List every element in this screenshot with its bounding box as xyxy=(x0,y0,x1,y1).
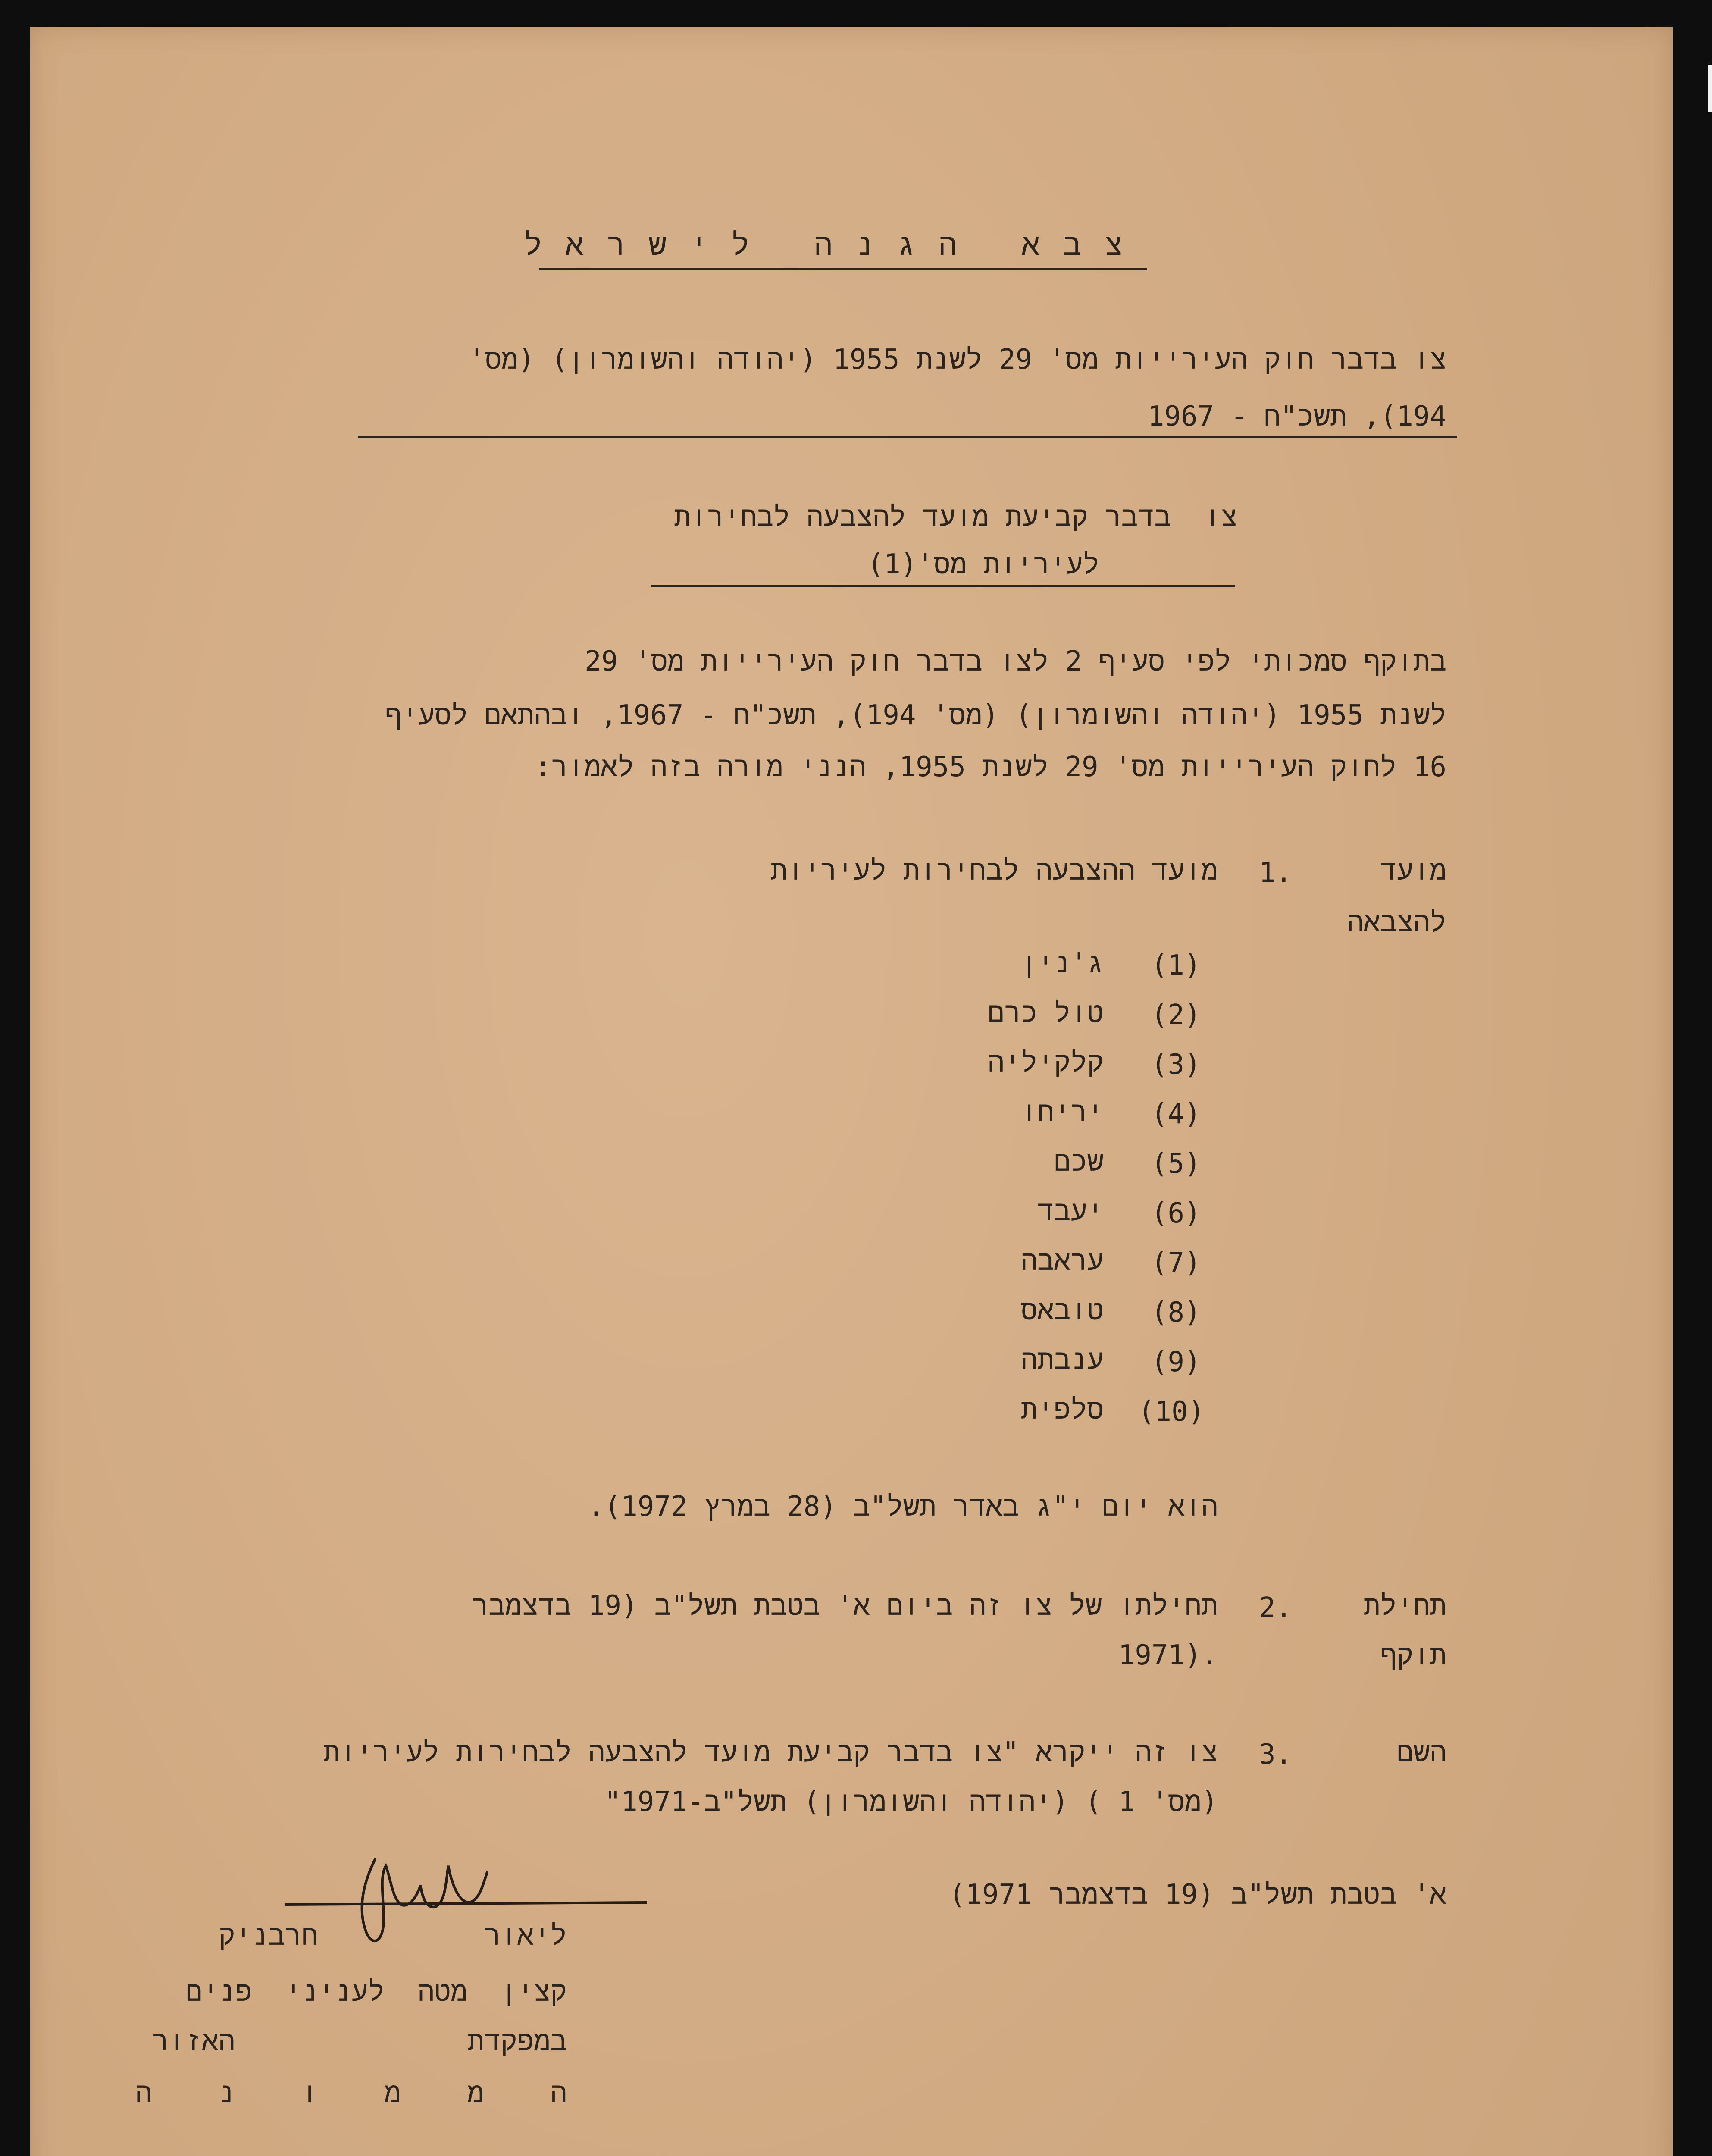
city-number: (6) xyxy=(1151,1197,1201,1229)
city-number: (2) xyxy=(1151,999,1201,1031)
preamble-line2: לשנת 1955 (יהודה והשומרון) (מס' 194), תשכ"ח - 1967, ובהתאם לסעיף xyxy=(385,699,1446,731)
section3-margin-title: השם xyxy=(1396,1736,1446,1768)
city-number: (8) xyxy=(1151,1297,1201,1329)
preamble-line1: בתוקף סמכותי לפי סעיף 2 לצו בדבר חוק העירייות מס' 29 xyxy=(585,646,1446,677)
city-name: ענבתה xyxy=(1020,1344,1104,1376)
city-name: שכם xyxy=(1054,1146,1104,1178)
section2-line2: 1971). xyxy=(1118,1639,1218,1671)
ordinance-title-line1: צו בדבר חוק העירייות מס' 29 לשנת 1955 (יהודה והשומרון) (מס' xyxy=(468,344,1446,376)
document-header: צ ב א ה ג נ ה ל י ש ר א ל xyxy=(524,227,1125,262)
city-number: (10) xyxy=(1138,1396,1205,1428)
section1-number: 1. xyxy=(1259,857,1293,889)
subject-line1: צו בדבר קביעת מועד להצבעה לבחירות xyxy=(674,501,1237,533)
section1-date: הוא יום י"ג באדר תשל"ב (28 במרץ 1972). xyxy=(588,1491,1218,1523)
section3-line1: צו זה ייקרא "צו בדבר קביעת מועד להצבעה לבחירות לעיריות xyxy=(323,1736,1218,1768)
city-number: (3) xyxy=(1151,1049,1201,1081)
city-name: טובאס xyxy=(1020,1294,1104,1326)
city-name: טול כרם xyxy=(988,997,1104,1029)
section2-line1: תחילתו של צו זה ביום א' בטבת תשל"ב (19 בדצמבר xyxy=(472,1590,1218,1622)
city-name: סלפית xyxy=(1020,1394,1104,1426)
signatory-title-2: במפקדת האזור xyxy=(152,2025,567,2057)
document-date: א' בטבת תשל"ב (19 בדצמבר 1971) xyxy=(948,1879,1446,1911)
section2-margin-title: תחילת xyxy=(1363,1590,1446,1622)
city-name: יריחו xyxy=(1020,1096,1104,1128)
color-scale-marker xyxy=(1708,65,1712,112)
section1-margin-title-2: להצבאה xyxy=(1347,906,1446,938)
signatory-name: ליאור חרבניק xyxy=(219,1920,567,1952)
section1-text: מועד ההצבעה לבחירות לעיריות xyxy=(770,855,1218,887)
city-number: (1) xyxy=(1151,950,1201,981)
document-paper xyxy=(30,27,1673,2156)
ordinance-underline xyxy=(358,436,1457,438)
section2-number: 2. xyxy=(1259,1592,1293,1624)
city-name: ג'נין xyxy=(1020,947,1104,979)
city-number: (5) xyxy=(1151,1148,1201,1180)
city-number: (9) xyxy=(1151,1346,1201,1378)
preamble-line3: 16 לחוק העירייות מס' 29 לשנת 1955, הנני מורה בזה לאמור: xyxy=(535,751,1446,783)
section2-margin-title-2: תוקף xyxy=(1380,1639,1446,1671)
signatory-title-3: ה מ מ ו נ ה xyxy=(135,2077,567,2109)
section3-number: 3. xyxy=(1259,1739,1293,1771)
city-name: עראבה xyxy=(1020,1245,1104,1277)
section1-margin-title: מועד xyxy=(1380,855,1446,887)
ordinance-title-line2: 194), תשכ"ח - 1967 xyxy=(1147,401,1446,432)
city-name: יעבד xyxy=(1037,1195,1104,1227)
section3-line2: (מס' 1 ) (יהודה והשומרון) תשל"ב-1971" xyxy=(604,1786,1218,1818)
city-number: (4) xyxy=(1151,1098,1201,1130)
header-underline xyxy=(539,268,1147,270)
subject-underline xyxy=(651,585,1235,587)
city-name: קלקיליה xyxy=(988,1047,1104,1078)
city-number: (7) xyxy=(1151,1247,1201,1279)
subject-line2: לעיריות מס'(1) xyxy=(867,548,1099,580)
signatory-title-1: קצין מטה לעניני פנים xyxy=(185,1976,567,2008)
